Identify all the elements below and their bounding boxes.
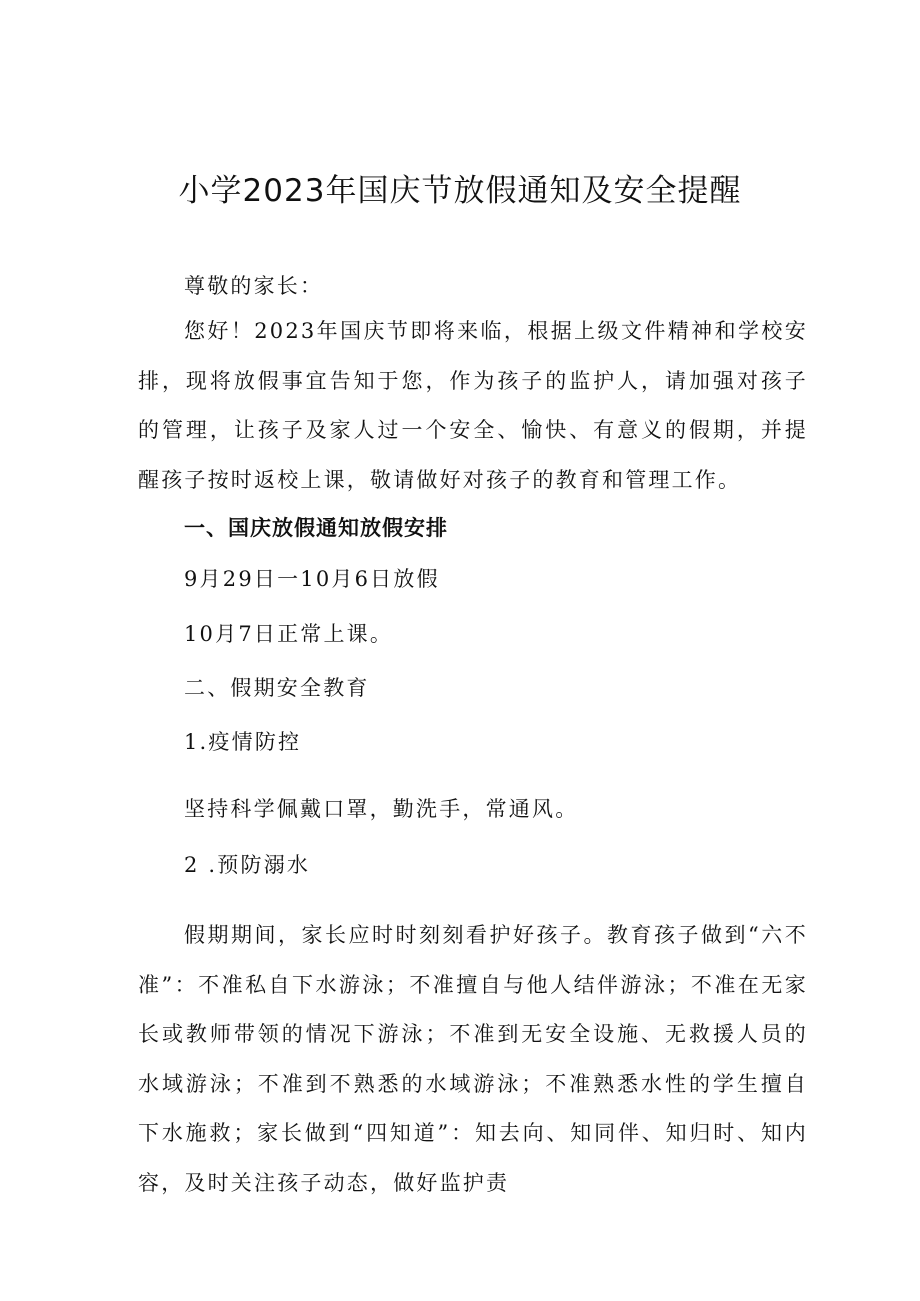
section-2-heading: 二、假期安全教育	[184, 676, 370, 700]
resume-date: 10月7日正常上课。	[184, 622, 394, 646]
greeting: 尊敬的家长：	[184, 274, 324, 298]
document-title: 小学2023年国庆节放假通知及安全提醒	[178, 173, 742, 209]
item-1-text: 坚持科学佩戴口罩，勤洗手，常通风。	[184, 797, 579, 821]
item-1-heading: 1.疫情防控	[184, 730, 302, 754]
holiday-dates: 9月29日一10月6日放假	[184, 567, 440, 591]
intro-paragraph: 您好！2023年国庆节即将来临，根据上级文件精神和学校安排，现将放假事宜告知于您，作为孩子的监护人，请加强对孩子的管理，让孩子及家人过一个安全、愉快、有意义的假期，并提醒孩子按时返校上课，敬请做好对孩子的教育和管理工作。	[138, 319, 808, 492]
item-2-paragraph: 假期期间，家长应时时刻刻看护好孩子。教育孩子做到“六不准”：不准私自下水游泳；不准擅自与他人结伴游泳；不准在无家长或教师带领的情况下游泳；不准到无安全设施、无救援人员的水域游泳；不准到不熟悉的水域游泳；不准熟悉水性的学生擅自下水施救；家长做到“四知道”：知去向、知同伴、知归时、知内容，及时关注孩子动态，做好监护责	[138, 923, 808, 1195]
section-1-heading: 一、国庆放假通知放假安排	[184, 516, 448, 540]
item-2-heading: 2 .预防溺水	[184, 853, 311, 877]
